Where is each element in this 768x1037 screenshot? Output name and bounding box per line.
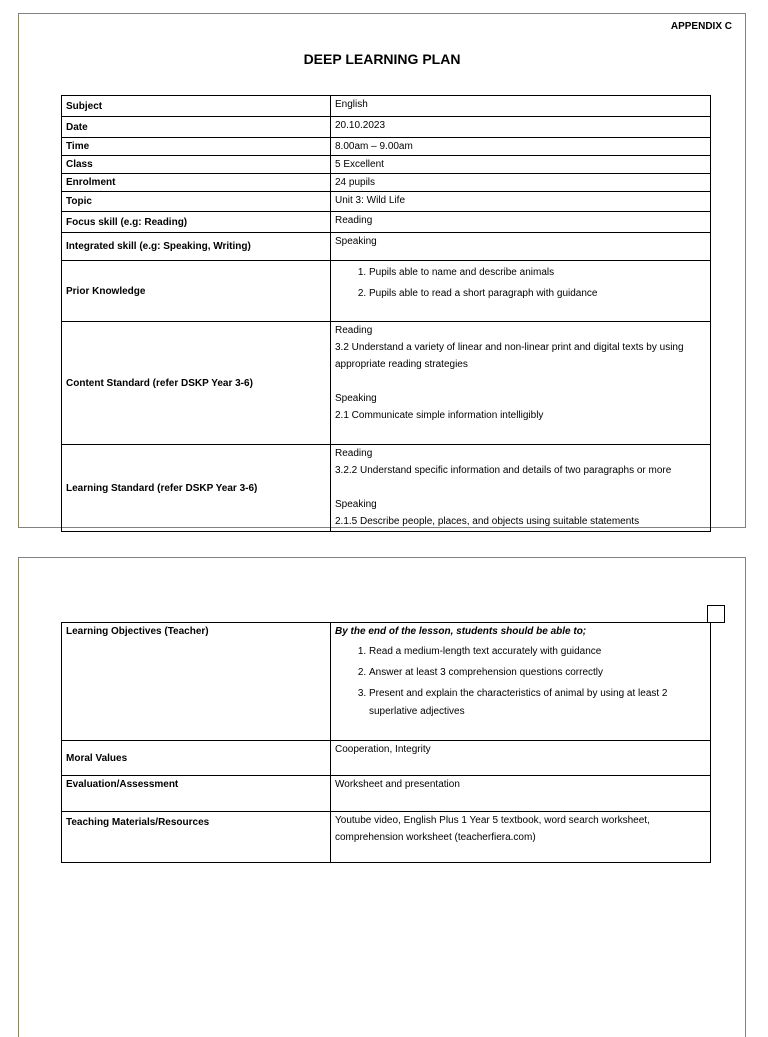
learning-standard-label: Learning Standard (refer DSKP Year 3-6) bbox=[62, 445, 331, 532]
table-row bbox=[62, 776, 711, 812]
evaluation-label: Evaluation/Assessment bbox=[62, 776, 331, 812]
learning-speaking-heading: Speaking bbox=[335, 499, 377, 510]
table-row bbox=[62, 212, 711, 233]
subject-label: Subject bbox=[62, 96, 331, 117]
class-label: Class bbox=[62, 156, 331, 174]
page-title: DEEP LEARNING PLAN bbox=[303, 51, 461, 67]
table-row bbox=[62, 741, 711, 776]
table-row bbox=[62, 156, 711, 174]
checkbox-square bbox=[707, 605, 725, 623]
learning-objectives-label: Learning Objectives (Teacher) bbox=[62, 623, 331, 741]
document-page-2 bbox=[18, 557, 746, 1037]
integrated-skill-label: Integrated skill (e.g: Speaking, Writing) bbox=[62, 233, 331, 261]
table-row bbox=[62, 192, 711, 212]
content-standard-label: Content Standard (refer DSKP Year 3-6) bbox=[62, 322, 331, 445]
learning-reading-heading: Reading bbox=[335, 448, 373, 459]
lesson-plan-table bbox=[61, 95, 711, 532]
topic-value: Unit 3: Wild Life bbox=[331, 192, 711, 212]
table-row bbox=[62, 96, 711, 117]
objectives-list bbox=[335, 643, 706, 721]
list-item: 2. Pupils able to read a short paragraph with guidance bbox=[369, 285, 706, 303]
integrated-skill-value: Speaking bbox=[331, 233, 711, 261]
list-item: 3. Present and explain the characteristics of animal by using at least 2 superlative adjectives bbox=[369, 685, 706, 721]
prior-knowledge-value bbox=[331, 261, 711, 322]
learning-speaking-text: 2.1.5 Describe people, places, and objects using suitable statements bbox=[335, 516, 640, 527]
enrolment-label: Enrolment bbox=[62, 174, 331, 192]
objectives-lead: By the end of the lesson, students should be able to; bbox=[335, 626, 587, 637]
document-page-1 bbox=[18, 13, 746, 528]
class-value: 5 Excellent bbox=[331, 156, 711, 174]
list-item: 1. Read a medium-length text accurately with guidance bbox=[369, 643, 706, 661]
content-reading-heading: Reading bbox=[335, 325, 373, 336]
appendix-label: APPENDIX C bbox=[670, 21, 732, 32]
table-row bbox=[62, 445, 711, 532]
table-row bbox=[62, 117, 711, 138]
table-row bbox=[62, 138, 711, 156]
list-item: 2. Answer at least 3 comprehension questions correctly bbox=[369, 664, 706, 682]
content-reading-text: 3.2 Understand a variety of linear and non-linear print and digital texts by using appropriate reading strategies bbox=[335, 342, 684, 370]
learning-standard-value bbox=[331, 445, 711, 532]
table-row bbox=[62, 623, 711, 741]
enrolment-value: 24 pupils bbox=[331, 174, 711, 192]
teaching-materials-value: Youtube video, English Plus 1 Year 5 textbook, word search worksheet, comprehension worksheet (teacherfiera.com) bbox=[331, 812, 711, 863]
time-value: 8.00am – 9.00am bbox=[331, 138, 711, 156]
content-speaking-heading: Speaking bbox=[335, 393, 377, 404]
moral-values-value: Cooperation, Integrity bbox=[331, 741, 711, 776]
prior-knowledge-list bbox=[335, 264, 706, 303]
topic-label: Topic bbox=[62, 192, 331, 212]
time-label: Time bbox=[62, 138, 331, 156]
content-speaking-text: 2.1 Communicate simple information intelligibly bbox=[335, 410, 544, 421]
teaching-materials-label: Teaching Materials/Resources bbox=[62, 812, 331, 863]
moral-values-label: Moral Values bbox=[62, 741, 331, 776]
focus-skill-label: Focus skill (e.g: Reading) bbox=[62, 212, 331, 233]
focus-skill-value: Reading bbox=[331, 212, 711, 233]
lesson-plan-table-continued bbox=[61, 622, 711, 863]
date-value: 20.10.2023 bbox=[331, 117, 711, 138]
learning-objectives-value bbox=[331, 623, 711, 741]
evaluation-value: Worksheet and presentation bbox=[331, 776, 711, 812]
learning-reading-text: 3.2.2 Understand specific information and details of two paragraphs or more bbox=[335, 465, 672, 476]
table-row bbox=[62, 261, 711, 322]
prior-knowledge-label: Prior Knowledge bbox=[62, 261, 331, 322]
date-label: Date bbox=[62, 117, 331, 138]
list-item: 1. Pupils able to name and describe animals bbox=[369, 264, 706, 282]
content-standard-value bbox=[331, 322, 711, 445]
table-row bbox=[62, 233, 711, 261]
subject-value: English bbox=[331, 96, 711, 117]
table-row bbox=[62, 322, 711, 445]
table-row bbox=[62, 174, 711, 192]
table-row bbox=[62, 812, 711, 863]
